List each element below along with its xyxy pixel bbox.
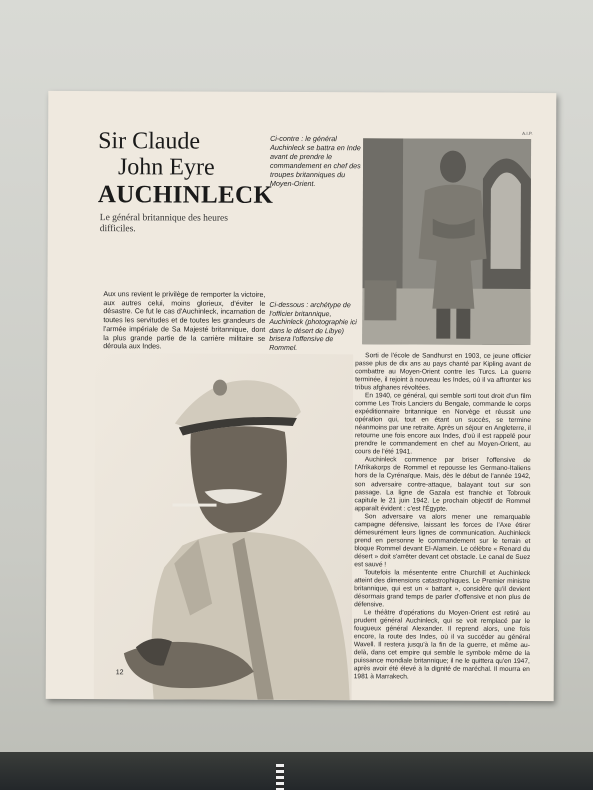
page-number: 12 [115, 669, 124, 677]
photo-auchinleck-standing [362, 138, 531, 345]
magazine-page [46, 91, 557, 701]
body-paragraph: Son adversaire va alors mener une remarquable campagne défensive, laissant les forces de l'Axe étirer démesurément leurs lignes de communication. Auchinleck prend en personne le commandement sur le terrain et bloque Rommel devant El-Alamein. Le célèbre « Renard du désert » doit s'arrêter devant cet obstacle. Le canal de Suez est sauvé ! [354, 512, 531, 569]
article-body [354, 352, 531, 682]
photo-auchinleck-portrait [94, 353, 354, 700]
article-title [98, 129, 278, 209]
caption-top: Ci-contre : le général Auchinleck se battra en Inde avant de prendre le commandement en chef des troupes britanniques du Moyen-Orient. [269, 133, 361, 189]
body-paragraph: Le théâtre d'opérations du Moyen-Orient est retiré au prudent général Auchinleck, qui se voit remplacé par le fougueux général Alexander. Il reprend alors, une fois encore, la route des Indes, où il va succéder au général Wavell. Il restera jusqu'à la fin de la guerre, et même au-delà, dans cet empire qui semble le symbole même de la puissance mondiale britannique; il ne le quittera qu'en 1947, après avoir été élevé à la dignité de maréchal. Il mourra en 1981 à Marrakech. [353, 609, 531, 681]
article-subtitle: Le général britannique des heures difficiles. [99, 213, 228, 235]
floor-strip [0, 752, 593, 790]
body-paragraph: Auchinleck commence par briser l'offensive de l'Afrikakorps de Rommel et repousse les Germano-Italiens hors de la Cyrénaïque. Mais, dès le début de l'année 1942, son adversaire contre-attaque, balayant tout sur son passage. La ligne de Gazala est franchie et Tobrouk capitule le 21 juin 1942. Le prochain objectif de Rommel apparaît évident : c'est l'Égypte. [354, 456, 531, 513]
photo-credit: A.I.P. [522, 130, 533, 137]
body-paragraph: Toutefois la mésentente entre Churchill et Auchinleck atteint des dimensions catastrophiques. Le Premier ministre britannique, qui est un « battant », considère qu'il devient désormais grand temps de parler d'offensive et non plus de défensive. [354, 569, 531, 609]
title-line-2: John Eyre [117, 154, 215, 181]
title-line-1: Sir Claude [98, 128, 201, 155]
portrait-officer-image [94, 353, 354, 700]
standing-officer-image [362, 138, 531, 345]
measuring-tape [276, 764, 284, 790]
intro-paragraph: Aux uns revient le privilège de remporter la victoire, aux autres celui, moins glorieux, d'éviter le désastre. Ce fut le cas d'Auchinleck, incarnation de toutes les servitudes et de toutes les grandeurs de l'armée impériale de Sa Majesté britannique, dont la plus grande partie de la carrière militaire se déroula aux Indes. [103, 290, 266, 351]
body-paragraph: Sorti de l'école de Sandhurst en 1903, ce jeune officier passe plus de dix ans au pays chanté par Kipling avant de combattre au Moyen-Orient contre les Turcs. La guerre terminée, il rejoint à nouveau les Indes, où il va affronter les tribus afghanes révoltées. [355, 352, 532, 392]
title-line-3: AUCHINLECK [97, 180, 274, 209]
body-paragraph: En 1940, ce général, qui semble sorti tout droit d'un film comme Les Trois Lanciers du Bengale, commande le corps expéditionnaire britannique en Norvège et réussit une opération qui, tout en étant un succès, se termine néanmoins par une retraite. Après un séjour en Angleterre, il retourne une fois encore aux Indes, d'où il est rappelé pour prendre le commandement en chef au Moyen-Orient, au cours de l'été 1941. [354, 392, 532, 456]
caption-middle: Ci-dessous : archétype de l'officier britannique, Auchinleck (photographie ici dans le désert de Libye) brisera l'offensive de Rommel. [269, 301, 357, 352]
